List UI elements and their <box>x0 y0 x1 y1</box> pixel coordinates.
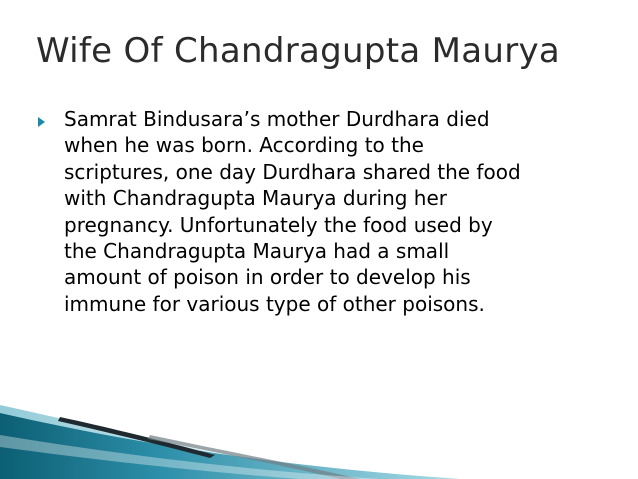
bullet-line: when he was born. According to the <box>64 133 424 158</box>
bullet-paragraph <box>64 106 609 317</box>
bullet-line: the Chandragupta Maurya had a small <box>64 239 450 264</box>
bullet-line: with Chandragupta Maurya during her <box>64 186 447 211</box>
bullet-line: scriptures, one day Durdhara shared the food <box>64 159 521 184</box>
bullet-line: immune for various type of other poisons. <box>64 291 485 316</box>
bullet-line: Samrat Bindusara’s mother Durdhara died <box>64 107 490 131</box>
decorative-wave-graphic <box>0 395 638 479</box>
bullet-line: amount of poison in order to develop his <box>64 265 471 290</box>
triangle-bullet-icon <box>38 117 45 127</box>
bullet-line: pregnancy. Unfortunately the food used by <box>64 212 493 237</box>
slide-title: Wife Of Chandragupta Maurya <box>36 31 561 71</box>
